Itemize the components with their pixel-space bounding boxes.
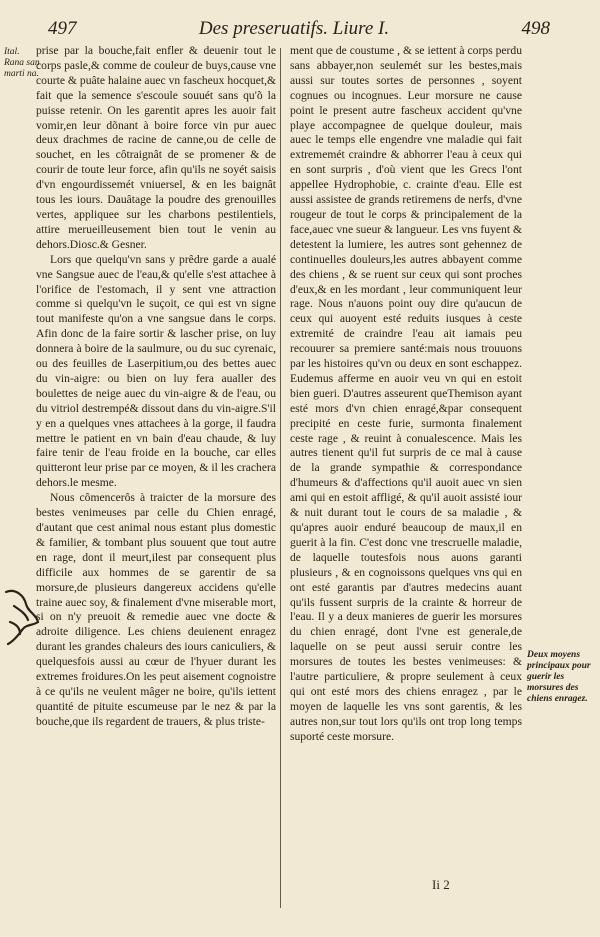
running-header — [38, 18, 550, 44]
margin-note-right: Deux moyens principaux pour guerir les morsures des chiens enragez. — [527, 650, 591, 704]
column-divider — [280, 48, 281, 908]
paragraph: Lors que quelqu'vn sans y prêdre garde a aualé vne Sangsue auec de l'eau,& qu'elle s'est attachee à l'orifice de l'estomach, il y sent vne attraction comme si quelqu'vn le suçoit, ce qui est vn signe tout manifeste qu'on a vne sangsue dans le corps. Afin donc de la faire sortir & lascher prise, on luy donnera à boire de la saulmure, ou du suc cyrenaic, ou des feuilles de Laserpitium,ou des bettes auec du vin-aigre: ou bien on luy fera aualler des boulettes de neige auec du vin-aigre & de l'eau, ou du vitriol destrempé& dissout dans du vin-aigre.S'il y en a quelques vnes attachees à la gorge, il faudra mettre le patient en vn bain d'eau chaude, & luy faire tenir de l'eau froide en la bouche, car elles quitteront leur prise par ce moyen, & il les crachera dehors.le mesme. — [36, 252, 276, 490]
paragraph: prise par la bouche,fait enfler & deuenir tout le corps pasle,& comme de couleur de buys,cause vne courte & puâte halaine auec vn fascheux hocquet,& fait que la semence s'escoule souuét sans qu'õ la puisse retenir. On les garentit apres les auoir fait vomir,en leur dõnant à boire force vin pur auec deux drachmes de racine de canne,ou de celle de souchet, en les côtraignât de se promener & de courir de toute leur force, afin qu'ils ne soyét saisis d'vn engourdissemét vniuersel, & en les baignât tous les iours. Dauâtage la poudre des grenouilles vertes, appliquee sur les charbons pestilentiels, attire merueilleusement bien tout le venin au dehors.Diosc.& Gesner. — [36, 44, 276, 251]
page-number-left: 497 — [48, 18, 77, 39]
margin-note-left: Ital. Rana san marti na. — [4, 47, 40, 79]
text-column-left — [36, 44, 276, 730]
paragraph: Nous cômencerôs à traicter de la morsure des bestes venimeuses par celle du Chien enragé, d'autant que cest animal nous estant plus domestic & familier, & tombant plus souuent que tout autre en rage, dont il meurt,ilest par consequent plus difficile aux hommes de se garentir de sa morsure,de plusieurs dangereux accidens qu'elle traine auec soy, & finalement d'vne miserable mort, si on n'y preuoit & remedie auec vne docte & adroite diligence. Les chiens deuienent enragez durant les grandes chaleurs des iours caniculiers, & quelquesfois aussi au cœur de l'hyuer durant les extremes froidures.On les peut aisement cognoistre à ce qu'ils ne veulent mâger ne boire, qu'ils iettent quantité de pituite escumeuse par le nez & par la bouche,que ils regardent de trauers, & plus triste- — [36, 491, 276, 728]
running-title: Des preseruatifs. Liure I. — [198, 18, 390, 39]
text-column-right — [290, 44, 522, 745]
page-number-right: 498 — [521, 18, 550, 39]
paragraph: ment que de coustume , & se iettent à corps perdu sans abbayer,non seulemét sur les bestes,mais aussi sur toutes sortes de personnes , soyent cognues ou incognues. Leur morsure ne cause point le present autre fascheux accident qu'vne playe accompagnee de quelque douleur, mais auec le temps elle engendre vne maladie qui fait extrememét craindre & abhorrer l'eau à ceux qui en sont surpris , d'où vient que les Grecs l'ont appellee Hydrophobie, c. crainte d'eau. Elle est aussi assistee de grands retiremens de nerfs, d'vne rougeur de tout le corps & principalement de la face,auec vne sueur & langueur. Les vns fuyent & detestent la lumiere, les autres sont gehennez de continuelles douleurs,les autres abbayent comme des chiens , & se ruent sur ceux qui sont proches d'eux,& en les mordant , leur communiquent leur rage. Nous n'auons point ouy dire qu'aucun de ceux qui auoyent esté reduits iusques à ceste extremité de craindre l'eau ait iamais peu recouurer sa premiere santé:mais nous trouuons par les histoires qu'vn ou deux en sont eschappez. Eudemus afferme en auoir veu vn qui en estoit bien gueri. D'autres asseurent queThemison ayant esté mors d'vn chien enragé,&par consequent precipité en ceste furie, surmonta finalement ceste rage , & reuint à conualescence. Mais les autres tienent qu'il fut surpris de ce mal à cause de la grande sympathie & correspondance d'humeurs & d'affections qu'il auoit auec vn sien ami qui en estoit affligé, & qu'il auoit assisté iour & nuit durant tout le cours de sa maladie , & qu'apres auoir enduré beaucoup de maux,il en guerit à la fin. C'est donc vne trescruelle maladie, de laquelle toutesfois nous auons garanti plusieurs , & en cognoissons quelques vns qui en ont esté garantis par d'autres medecins auant qu'ils fussent surpris de la crainte & horreur de l'eau. Il y a deux manieres de guerir les morsures du chien enragé, dont l'vne est generale,de laquelle on se peut aussi seruir contre les morsures de toutes les bestes venimeuses: & l'autre particuliere, & propre seulement à ceux qui ont esté mors des chiens enragez , par le moyen de laquelle les vns sont garentis, & les autres non,sur tout lors qu'ils ont trop long temps suporté ceste morsure. — [290, 44, 522, 743]
signature-mark: Ii 2 — [432, 877, 450, 892]
